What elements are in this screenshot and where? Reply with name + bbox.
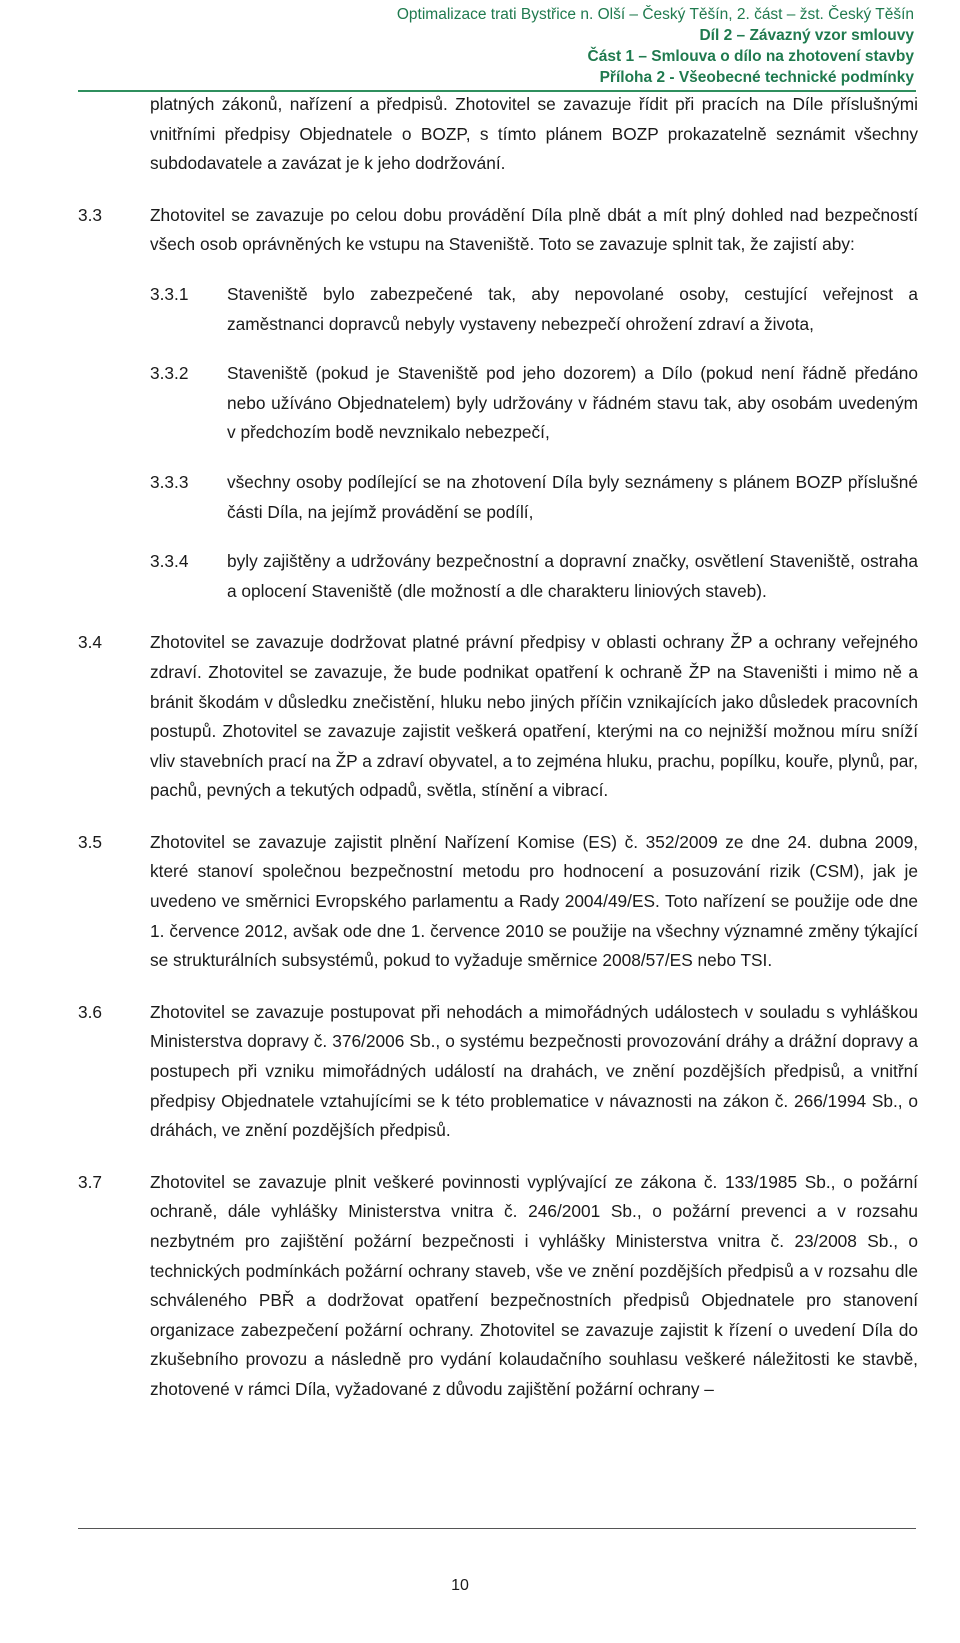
section-number: 3.4 <box>78 632 103 653</box>
subsection-3-3-1 <box>150 280 918 339</box>
continued-paragraph: platných zákonů, nařízení a předpisů. Zhotovitel se zavazuje řídit při pracích na Díle příslušnými vnitřními předpisy Objednatele o BOZP, s tímto plánem BOZP prokazatelně seznámit všechny subdodavatele a zavázat je k jeho dodržování. <box>150 94 918 174</box>
section-3-7 <box>78 1168 918 1405</box>
section-3-6 <box>78 998 918 1146</box>
section-text: Zhotovitel se zavazuje plnit veškeré povinnosti vyplývající ze zákona č. 133/1985 Sb., o požární ochraně, dále vyhlášky Ministerstva vnitra č. 246/2001 Sb., o požární prevenci a v rozsahu nezbytném pro zajištění požární bezpečnosti i vyhlášky Ministerstva vnitra č. 23/2008 Sb., o technických podmínkách požární ochrany staveb, vše ve znění pozdějších předpisů a v rozsahu dle schváleného PBŘ a dodržovat opatření bezpečnostních předpisů Objednatele pro stanovení organizace zabezpečení požární ochrany. Zhotovitel se zavazuje zajistit k řízení o uvedení Díla do zkušebního provozu a následně pro vydání kolaudačního souhlasu veškeré náležitosti ke stavbě, zhotovené v rámci Díla, vyžadované z důvodu zajištění požární ochrany – <box>150 1171 918 1399</box>
subsection-number: 3.3.2 <box>150 363 189 384</box>
header-annex: Příloha 2 - Všeobecné technické podmínky <box>599 69 914 86</box>
document-body <box>78 90 918 1405</box>
subsection-number: 3.3.4 <box>150 551 189 572</box>
section-number: 3.6 <box>78 1001 103 1022</box>
section-number: 3.5 <box>78 831 103 852</box>
subsection-text: všechny osoby podílející se na zhotovení Díla byly seznámeny s plánem BOZP příslušné části Díla, na jejímž provádění se podílí, <box>227 471 918 522</box>
section-text: Zhotovitel se zavazuje postupovat při nehodách a mimořádných událostech v souladu s vyhláškou Ministerstva dopravy č. 376/2006 Sb., o systému bezpečnosti provozování dráhy a drážní dopravy a postupech při vzniku mimořádných událostí na drahách, ve znění pozdějších předpisů, a vnitřní předpisy Objednatele vztahujícími se k této problematice v návaznosti na zákon č. 266/1994 Sb., o dráhách, ve znění pozdějších předpisů. <box>150 1001 918 1141</box>
header-section: Část 1 – Smlouva o dílo na zhotovení stavby <box>587 48 914 65</box>
footer-divider <box>78 1528 916 1529</box>
section-text: Zhotovitel se zavazuje po celou dobu provádění Díla plně dbát a mít plný dohled nad bezpečností všech osob oprávněných ke vstupu na Staveniště. Toto se zavazuje splnit tak, že zajistí aby: <box>150 204 918 255</box>
section-text: Zhotovitel se zavazuje dodržovat platné právní předpisy v oblasti ochrany ŽP a ochrany veřejného zdraví. Zhotovitel se zavazuje, že bude podnikat opatření k ochraně ŽP na Staveništi i mimo ně a bránit škodám v důsledku znečistění, hluku nebo jiných příčin vznikajících jako důsledek pracovních postupů. Zhotovitel se zavazuje zajistit veškerá opatření, kterými na co nejnižší možnou míru sníží vliv stavebních prací na ŽP a zdraví obyvatel, a to zejména hluku, prachu, popílku, kouře, plynů, par, pachů, pevných a tekutých odpadů, světla, stínění a vibrací. <box>150 632 918 801</box>
header-part: Díl 2 – Závazný vzor smlouvy <box>699 27 914 44</box>
subsection-number: 3.3.1 <box>150 283 189 304</box>
section-3-4 <box>78 628 918 806</box>
subsection-text: byly zajištěny a udržovány bezpečnostní a dopravní značky, osvětlení Staveniště, ostraha a oplocení Staveniště (dle možností a dle charakteru liniových staveb). <box>227 551 918 601</box>
subsection-3-3-3 <box>150 468 918 527</box>
subsection-text: Staveniště bylo zabezpečené tak, aby nepovolané osoby, cestující veřejnost a zaměstnanci dopravců nebyly vystaveny nebezpečí ohrožení zdraví a života, <box>227 283 918 334</box>
subsection-number: 3.3.3 <box>150 471 189 492</box>
section-3-3 <box>78 201 918 260</box>
section-number: 3.7 <box>78 1171 103 1192</box>
page-number: 10 <box>451 1577 469 1594</box>
section-3-5 <box>78 828 918 976</box>
section-number: 3.3 <box>78 204 103 225</box>
subsection-3-3-4 <box>150 547 918 606</box>
section-text: Zhotovitel se zavazuje zajistit plnění Nařízení Komise (ES) č. 352/2009 ze dne 24. dubna 2009, které stanoví společnou bezpečnostní metodu pro hodnocení a posuzování rizik (CSM), jak je uvedeno ve směrnici Evropského parlamentu a Rady 2004/49/ES. Toto nařízení se použije ode dne 1. července 2012, avšak ode dne 1. července 2010 se použije na všechny významné změny týkající se strukturálních subsystémů, pokud to vyžaduje směrnice 2008/57/ES nebo TSI. <box>150 831 918 971</box>
header-project-title: Optimalizace trati Bystřice n. Olší – Český Těšín, 2. část – žst. Český Těšín <box>396 6 914 23</box>
subsection-text: Staveniště (pokud je Staveniště pod jeho dozorem) a Dílo (pokud není řádně předáno nebo užíváno Objednatelem) byly udržovány v řádném stavu tak, aby osobám uvedeným v předchozím bodě nevznikalo nebezpečí, <box>227 363 918 443</box>
subsection-3-3-2 <box>150 359 918 448</box>
page-header <box>354 4 914 88</box>
